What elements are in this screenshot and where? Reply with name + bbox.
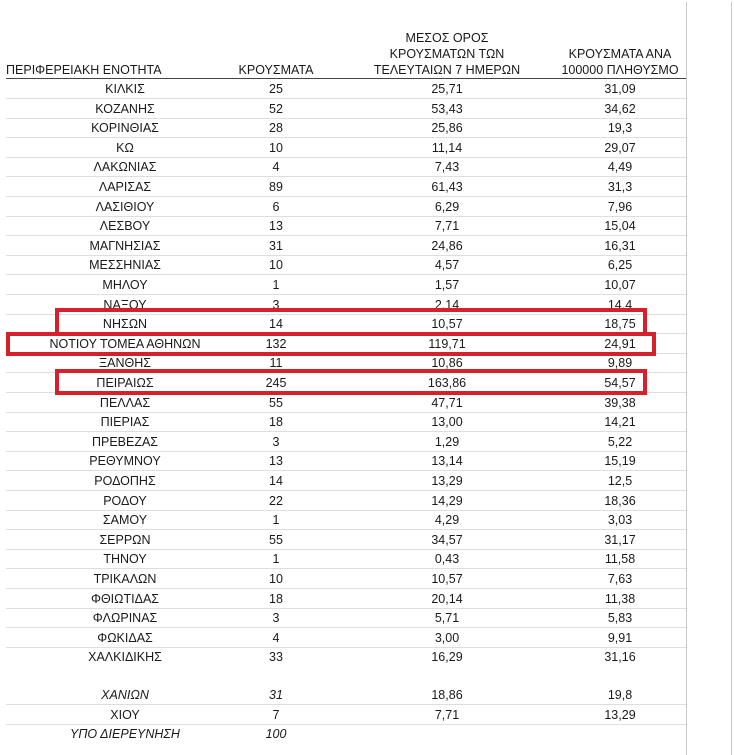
row-avg7: 1,29 bbox=[434, 434, 460, 449]
row-per100k: 34,62 bbox=[604, 101, 636, 116]
table-row bbox=[0, 549, 734, 569]
row-avg7: 3,00 bbox=[434, 630, 460, 645]
table-row bbox=[0, 275, 734, 295]
row-avg7: 2,14 bbox=[434, 297, 460, 312]
table-row bbox=[0, 510, 734, 530]
row-per100k: 5,83 bbox=[607, 611, 633, 626]
row-per100k: 16,31 bbox=[604, 238, 636, 253]
row-cases: 89 bbox=[269, 180, 283, 194]
table-row bbox=[0, 177, 734, 197]
row-per100k: 15,04 bbox=[604, 219, 636, 234]
row-region: ΠΡΕΒΕΖΑΣ bbox=[91, 434, 159, 449]
table-row bbox=[0, 705, 734, 725]
row-avg7: 24,86 bbox=[431, 238, 463, 253]
row-region: ΤΡΙΚΑΛΩΝ bbox=[93, 572, 157, 586]
table-row bbox=[0, 685, 734, 705]
row-region: ΧΙΟΥ bbox=[110, 707, 140, 722]
table-row bbox=[0, 491, 734, 511]
row-region: ΝΗΣΩΝ bbox=[102, 317, 148, 332]
row-avg7: 25,71 bbox=[431, 82, 463, 96]
row-cases: 1 bbox=[272, 513, 280, 528]
row-per100k: 24,91 bbox=[604, 336, 636, 351]
header-avg7: ΜΕΣΟΣ ΟΡΟΣ ΚΡΟΥΣΜΑΤΩΝ ΤΩΝ ΤΕΛΕΥΤΑΙΩΝ 7 ΗΜΕΡΩΝ bbox=[373, 31, 521, 77]
row-cases: 245 bbox=[265, 376, 287, 390]
row-avg7: 14,29 bbox=[431, 493, 463, 508]
row-cases: 25 bbox=[269, 82, 283, 96]
row-region: ΝΑΞΟΥ bbox=[103, 297, 147, 312]
row-avg7: 7,43 bbox=[434, 160, 460, 175]
table-row bbox=[0, 138, 734, 158]
row-per100k: 31,09 bbox=[604, 82, 636, 96]
row-avg7: 5,71 bbox=[434, 611, 460, 626]
row-region: ΛΑΣΙΘΙΟΥ bbox=[95, 199, 155, 214]
row-region: ΠΕΙΡΑΙΩΣ bbox=[96, 376, 154, 390]
row-per100k: 19,8 bbox=[607, 688, 633, 702]
row-per100k: 19,3 bbox=[607, 121, 633, 136]
row-avg7: 61,43 bbox=[431, 180, 463, 194]
table-row bbox=[0, 569, 734, 589]
row-region: ΧΑΛΚΙΔΙΚΗΣ bbox=[88, 650, 162, 665]
row-region: ΦΩΚΙΔΑΣ bbox=[97, 630, 153, 645]
row-region: ΡΕΘΥΜΝΟΥ bbox=[89, 454, 161, 469]
row-avg7: 25,86 bbox=[431, 121, 463, 136]
row-avg7: 11,14 bbox=[431, 140, 463, 155]
row-cases: 10 bbox=[269, 572, 283, 586]
row-per100k: 4,49 bbox=[607, 160, 633, 175]
table-row bbox=[0, 197, 734, 217]
header-per100k: ΚΡΟΥΣΜΑΤΑ ΑΝΑ 100000 ΠΛΗΘΥΣΜΟ bbox=[561, 47, 679, 77]
row-cases: 7 bbox=[272, 707, 280, 722]
row-cases: 1 bbox=[272, 278, 280, 292]
row-per100k: 54,57 bbox=[604, 376, 636, 390]
table-row bbox=[0, 393, 734, 413]
row-region: ΡΟΔΟΥ bbox=[103, 493, 147, 508]
row-region: ΦΛΩΡΙΝΑΣ bbox=[92, 611, 158, 626]
row-avg7: 13,00 bbox=[431, 415, 463, 430]
row-per100k: 10,07 bbox=[604, 278, 636, 292]
row-avg7: 7,71 bbox=[434, 219, 460, 234]
row-cases: 33 bbox=[269, 650, 283, 665]
table-row bbox=[0, 79, 734, 99]
row-avg7: 4,29 bbox=[434, 513, 460, 528]
row-cases: 10 bbox=[269, 258, 283, 273]
row-avg7: 10,86 bbox=[431, 356, 463, 371]
table-row bbox=[0, 647, 734, 667]
table-row bbox=[0, 99, 734, 119]
row-avg7: 47,71 bbox=[431, 395, 463, 410]
table-header bbox=[0, 0, 734, 78]
row-avg7: 4,57 bbox=[434, 258, 460, 273]
row-per100k: 3,03 bbox=[607, 513, 633, 528]
row-cases: 18 bbox=[269, 415, 283, 430]
row-region: ΣΑΜΟΥ bbox=[102, 513, 148, 528]
row-per100k: 12,5 bbox=[607, 474, 633, 488]
row-per100k: 39,38 bbox=[604, 395, 636, 410]
row-per100k: 11,38 bbox=[604, 591, 636, 606]
row-avg7: 20,14 bbox=[431, 591, 463, 606]
table-row bbox=[0, 118, 734, 138]
row-avg7: 163,86 bbox=[427, 376, 467, 390]
header-cases: ΚΡΟΥΣΜΑΤΑ bbox=[238, 63, 314, 77]
row-region: ΛΑΡΙΣΑΣ bbox=[98, 180, 152, 194]
table-row bbox=[0, 216, 734, 236]
row-region: ΞΑΝΘΗΣ bbox=[99, 356, 151, 371]
row-avg7: 13,29 bbox=[431, 474, 463, 488]
table-row bbox=[0, 255, 734, 275]
table-row bbox=[0, 628, 734, 648]
row-avg7: 1,57 bbox=[434, 278, 460, 292]
row-region: ΥΠΟ ΔΙΕΡΕΥΝΗΣΗ bbox=[70, 727, 180, 742]
row-cases: 31 bbox=[269, 688, 283, 702]
row-per100k: 9,91 bbox=[607, 630, 633, 645]
row-cases: 14 bbox=[269, 474, 283, 488]
row-per100k: 31,3 bbox=[607, 180, 633, 194]
row-avg7: 18,86 bbox=[431, 688, 463, 702]
row-avg7: 10,57 bbox=[431, 317, 463, 332]
row-per100k: 5,22 bbox=[607, 434, 633, 449]
highlight-box bbox=[55, 369, 647, 395]
row-region: ΠΙΕΡΙΑΣ bbox=[100, 415, 150, 430]
row-avg7: 16,29 bbox=[431, 650, 463, 665]
row-cases: 3 bbox=[272, 611, 280, 626]
row-per100k: 11,58 bbox=[604, 552, 636, 567]
table-row bbox=[0, 412, 734, 432]
row-region: ΝΟΤΙΟΥ ΤΟΜΕΑ ΑΘΗΝΩΝ bbox=[49, 336, 201, 351]
row-cases: 18 bbox=[269, 591, 283, 606]
row-per100k: 14,4 bbox=[607, 297, 633, 312]
row-per100k: 29,07 bbox=[604, 140, 636, 155]
table-row bbox=[0, 157, 734, 177]
row-avg7: 6,29 bbox=[434, 199, 460, 214]
row-per100k: 15,19 bbox=[604, 454, 636, 469]
row-cases: 100 bbox=[265, 727, 287, 742]
table-row bbox=[0, 471, 734, 491]
row-region: ΚΟΖΑΝΗΣ bbox=[95, 101, 155, 116]
row-region: ΜΗΛΟΥ bbox=[102, 278, 148, 292]
row-per100k: 6,25 bbox=[607, 258, 633, 273]
row-region: ΚΩ bbox=[116, 140, 134, 155]
row-cases: 11 bbox=[269, 356, 283, 371]
row-avg7: 119,71 bbox=[428, 336, 466, 351]
row-cases: 10 bbox=[269, 140, 283, 155]
row-region: ΠΕΛΛΑΣ bbox=[99, 395, 151, 410]
row-per100k: 18,75 bbox=[604, 317, 636, 332]
row-cases: 4 bbox=[272, 160, 280, 175]
row-region: ΜΑΓΝΗΣΙΑΣ bbox=[89, 238, 161, 253]
row-cases: 1 bbox=[272, 552, 280, 567]
row-avg7: 13,14 bbox=[431, 454, 463, 469]
row-avg7: 34,57 bbox=[431, 532, 463, 547]
header-region: ΠΕΡΙΦΕΡΕΙΑΚΗ ΕΝΟΤΗΤΑ bbox=[6, 63, 162, 77]
row-per100k: 14,21 bbox=[604, 415, 636, 430]
highlight-box bbox=[6, 332, 656, 356]
row-per100k: 13,29 bbox=[604, 707, 636, 722]
row-cases: 14 bbox=[269, 317, 283, 332]
row-cases: 4 bbox=[272, 630, 280, 645]
row-cases: 31 bbox=[269, 238, 283, 253]
row-cases: 132 bbox=[265, 336, 287, 351]
row-cases: 22 bbox=[269, 493, 283, 508]
row-region: ΚΙΛΚΙΣ bbox=[105, 82, 145, 96]
table-row bbox=[0, 530, 734, 550]
row-region: ΚΟΡΙΝΘΙΑΣ bbox=[91, 121, 159, 136]
row-region: ΣΕΡΡΩΝ bbox=[99, 532, 151, 547]
row-avg7: 7,71 bbox=[434, 707, 460, 722]
row-cases: 55 bbox=[269, 532, 283, 547]
row-region: ΦΘΙΩΤΙΔΑΣ bbox=[90, 591, 160, 606]
row-region: ΧΑΝΙΩΝ bbox=[101, 688, 149, 702]
row-avg7: 53,43 bbox=[431, 101, 463, 116]
table-row bbox=[0, 451, 734, 471]
row-cases: 13 bbox=[269, 454, 283, 469]
row-region: ΜΕΣΣΗΝΙΑΣ bbox=[89, 258, 161, 273]
row-region: ΛΑΚΩΝΙΑΣ bbox=[93, 160, 157, 175]
row-cases: 52 bbox=[269, 101, 283, 116]
row-cases: 3 bbox=[272, 434, 280, 449]
row-per100k: 9,89 bbox=[607, 356, 633, 371]
row-per100k: 7,63 bbox=[607, 572, 633, 586]
table-row bbox=[0, 724, 734, 744]
row-region: ΛΕΣΒΟΥ bbox=[99, 219, 151, 234]
row-per100k: 31,16 bbox=[604, 650, 636, 665]
row-cases: 28 bbox=[269, 121, 283, 136]
row-cases: 13 bbox=[269, 219, 283, 234]
row-per100k: 31,17 bbox=[604, 532, 636, 547]
row-cases: 3 bbox=[272, 297, 280, 312]
table-row bbox=[0, 589, 734, 609]
row-region: ΤΗΝΟΥ bbox=[103, 552, 147, 567]
table-row bbox=[0, 608, 734, 628]
row-region: ΡΟΔΟΠΗΣ bbox=[94, 474, 156, 488]
row-cases: 6 bbox=[272, 199, 280, 214]
row-per100k: 18,36 bbox=[604, 493, 636, 508]
row-avg7: 10,57 bbox=[431, 572, 463, 586]
row-per100k: 7,96 bbox=[607, 199, 633, 214]
table-row bbox=[0, 236, 734, 256]
table-row bbox=[0, 432, 734, 452]
row-avg7: 0,43 bbox=[434, 552, 460, 567]
row-cases: 55 bbox=[269, 395, 283, 410]
